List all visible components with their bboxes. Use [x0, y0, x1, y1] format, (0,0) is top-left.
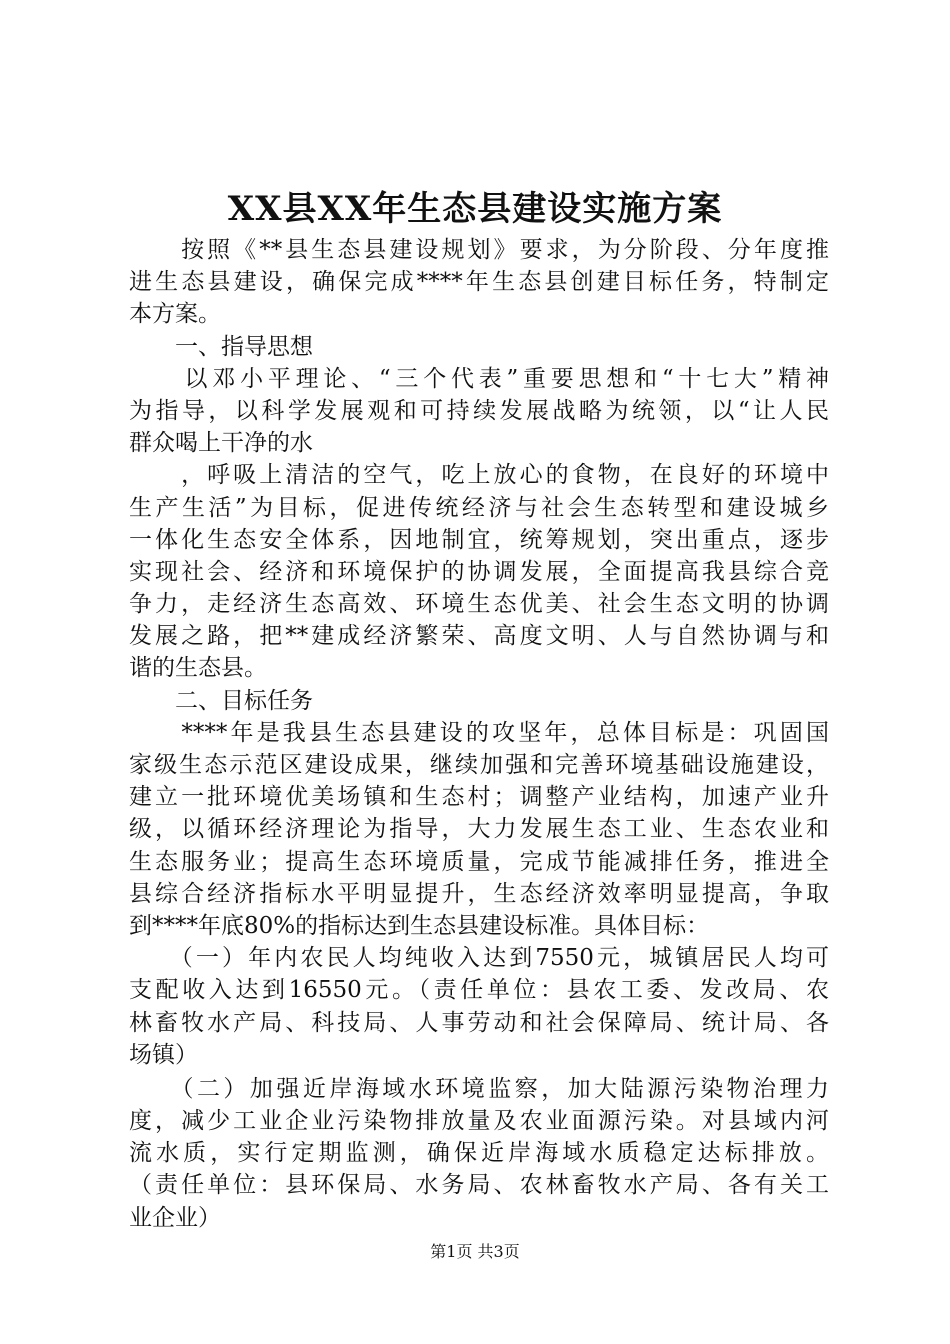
- body-line: 家级生态示范区建设成果，继续加强和完善环境基础设施建设，: [129, 752, 829, 778]
- body-line: 业企业）: [129, 1204, 221, 1231]
- body-line: 县综合经济指标水平明显提升，生态经济效率明显提高，争取: [129, 880, 829, 907]
- body-line: 为指导，以科学发展观和可持续发展战略为统领，以“让人民: [129, 397, 829, 424]
- body-line: 实现社会、经济和环境保护的协调发展，全面提高我县综合竞: [129, 558, 829, 585]
- body-line: （二）加强近岸海域水环境监察，加大陆源污染物治理力: [129, 1075, 829, 1102]
- body-line: 谐的生态县。: [129, 655, 267, 682]
- body-line: 以邓小平理论、“三个代表”重要思想和“十七大”精神: [129, 365, 829, 392]
- document-title: XX县XX年生态县建设实施方案: [227, 189, 723, 229]
- body-line: 本方案。: [129, 301, 221, 328]
- body-line: 争力，走经济生态高效、环境生态优美、社会生态文明的协调: [129, 591, 829, 618]
- body-line: 流水质，实行定期监测，确保近岸海域水质稳定达标排放。: [129, 1140, 829, 1167]
- body-line: 一、指导思想: [129, 333, 313, 360]
- body-line: 级，以循环经济理论为指导，大力发展生态工业、生态农业和: [129, 816, 829, 843]
- body-line: 场镇）: [129, 1041, 198, 1068]
- body-line: ****年是我县生态县建设的攻坚年，总体目标是：巩固国: [129, 719, 829, 746]
- body-line: 到****年底80%的指标达到生态县建设标准。具体目标：: [129, 912, 710, 939]
- body-line: 建立一批环境优美场镇和生态村；调整产业结构，加速产业升: [129, 784, 829, 811]
- page-indicator: 第1页 共3页: [430, 1242, 520, 1261]
- body-line: 生产生活”为目标，促进传统经济与社会生态转型和建设城乡: [129, 494, 829, 521]
- body-line: 生态服务业；提高生态环境质量，完成节能减排任务，推进全: [129, 848, 829, 875]
- body-line: （一）年内农民人均纯收入达到7550元，城镇居民人均可: [129, 945, 829, 972]
- body-line: ，呼吸上清洁的空气，吃上放心的食物，在良好的环境中: [129, 462, 829, 489]
- body-line: 按照《**县生态县建设规划》要求，为分阶段、分年度推: [129, 237, 829, 263]
- body-line: 发展之路，把**建成经济繁荣、高度文明、人与自然协调与和: [129, 623, 829, 650]
- body-line: 进生态县建设，确保完成****年生态县创建目标任务，特制定: [129, 269, 829, 296]
- body-line: 群众喝上干净的水: [129, 430, 313, 457]
- document-body: [129, 234, 829, 1234]
- body-line: 度，减少工业企业污染物排放量及农业面源污染。对县域内河: [129, 1108, 829, 1135]
- body-line: 支配收入达到16550元。（责任单位：县农工委、发改局、农: [129, 977, 829, 1004]
- body-line: 二、目标任务: [129, 687, 313, 714]
- body-line: 林畜牧水产局、科技局、人事劳动和社会保障局、统计局、各: [129, 1009, 829, 1036]
- body-line: 一体化生态安全体系，因地制宜，统筹规划，突出重点，逐步: [129, 526, 829, 553]
- body-line: （责任单位：县环保局、水务局、农林畜牧水产局、各有关工: [129, 1172, 829, 1199]
